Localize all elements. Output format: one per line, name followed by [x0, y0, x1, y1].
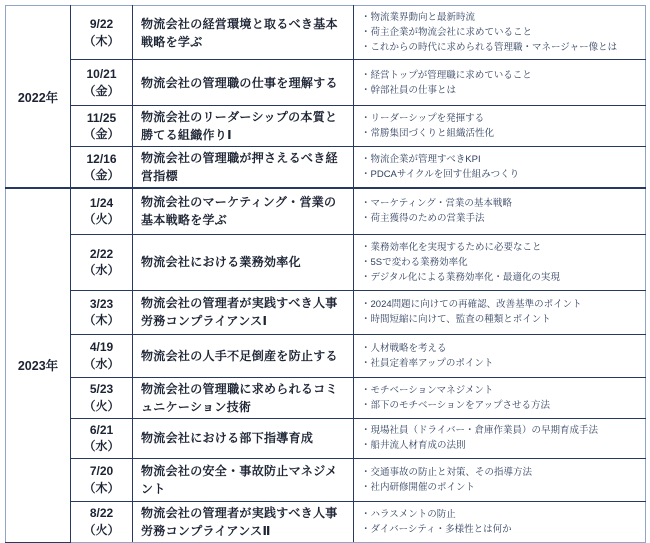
weekday-text: （水） [83, 263, 120, 277]
topic-item: ・現場社員（ドライバー・倉庫作業員）の早期育成手法 [361, 425, 599, 436]
session-topics [354, 147, 646, 189]
date-text: 4/19 [89, 340, 114, 355]
date-text: 1/24 [89, 196, 114, 211]
date-text: 12/16 [86, 151, 117, 166]
topic-item: ・物流業界動向と最新時流 [361, 12, 476, 23]
session-date [71, 377, 133, 418]
session-topics [354, 290, 646, 334]
session-date [71, 106, 133, 147]
schedule-table-wrapper [5, 5, 645, 543]
session-date [71, 458, 133, 501]
session-title: 物流会社の経営環境と取るべき基本戦略を学ぶ [133, 6, 354, 60]
session-topics [354, 234, 646, 290]
session-title: 物流会社における業務効率化 [133, 234, 354, 290]
weekday-text: （木） [83, 313, 120, 327]
year-cell-2023: 2023年 [6, 188, 71, 542]
table-row [6, 418, 646, 458]
session-date [71, 334, 133, 377]
date-text: 6/21 [89, 422, 114, 437]
date-text: 10/21 [86, 67, 117, 82]
session-topics [354, 106, 646, 147]
session-topics [354, 377, 646, 418]
session-title: 物流会社の人手不足倒産を防止する [133, 334, 354, 377]
session-date [71, 501, 133, 542]
session-title: 物流会社の管理者が実践すべき人事労務コンプライアンスⅠ [133, 290, 354, 334]
topic-item: ・業務効率化を実現するために必要なこと [361, 241, 542, 253]
topic-item: ・PDCAサイクルを回す仕組みつくり [361, 169, 520, 180]
date-text: 8/22 [89, 506, 114, 521]
weekday-text: （木） [83, 480, 120, 495]
session-topics [354, 334, 646, 377]
session-date [71, 418, 133, 458]
topic-item: ・マーケティング・営業の基本戦略 [361, 198, 512, 210]
weekday-text: （水） [83, 439, 120, 453]
table-row [6, 501, 646, 542]
topic-item: ・船井流人材育成の法則 [361, 440, 466, 451]
session-topics [354, 6, 646, 60]
date-text: 2/22 [89, 246, 114, 261]
date-text: 7/20 [89, 464, 114, 479]
weekday-text: （金） [83, 83, 120, 98]
topic-item: ・デジタル化による業務効率化・最適化の実現 [361, 271, 560, 283]
table-row [6, 377, 646, 418]
session-title: 物流会社における部下指導育成 [133, 418, 354, 458]
table-row [6, 290, 646, 334]
session-title: 物流会社の安全・事故防止マネジメント [133, 458, 354, 501]
session-title: 物流会社の管理職が押さえるべき経営指標 [133, 147, 354, 189]
table-row [6, 106, 646, 147]
topic-item: ・経営トップが管理職に求めていること [361, 69, 532, 81]
table-row [6, 458, 646, 501]
session-title: 物流会社の管理職に求められるコミュニケーション技術 [133, 377, 354, 418]
topic-item: ・時間短縮に向けて、監査の種類とポイント [361, 314, 551, 325]
session-topics [354, 60, 646, 106]
session-title: 物流会社のマーケティング・営業の基本戦略を学ぶ [133, 188, 354, 234]
topic-item: ・ダイバーシティ・多様性とは何か [361, 523, 512, 535]
session-topics [354, 501, 646, 542]
date-text: 9/22 [89, 17, 114, 32]
session-date [71, 290, 133, 334]
topic-item: ・モチベーションマネジメント [361, 384, 494, 396]
topic-item: ・物流企業が管理すべきKPI [361, 154, 481, 165]
year-cell-2022: 2022年 [6, 6, 71, 189]
date-text: 11/25 [86, 110, 117, 125]
topic-item: ・リーダーシップを発揮する [361, 113, 485, 124]
session-topics [354, 418, 646, 458]
session-date [71, 60, 133, 106]
session-date [71, 234, 133, 290]
date-text: 5/23 [89, 382, 114, 397]
topic-item: ・荷主獲得のための営業手法 [361, 213, 485, 225]
weekday-text: （火） [83, 212, 120, 227]
session-date [71, 147, 133, 189]
table-row [6, 6, 646, 60]
topic-item: ・社内研修開催のポイント [361, 481, 476, 493]
weekday-text: （火） [83, 522, 120, 537]
table-row [6, 60, 646, 106]
topic-item: ・ハラスメントの防止 [361, 508, 456, 520]
weekday-text: （木） [83, 33, 120, 48]
session-topics [354, 458, 646, 501]
topic-item: ・交通事故の防止と対策、その指導方法 [361, 466, 533, 478]
topic-item: ・幹部社員の仕事とは [361, 84, 457, 96]
session-date [71, 188, 133, 234]
table-row [6, 234, 646, 290]
weekday-text: （金） [83, 168, 120, 182]
topic-item: ・これからの時代に求められる管理職・マネージャー像とは [361, 42, 618, 53]
table-row [6, 188, 646, 234]
session-title: 物流会社のリーダーシップの本質と勝てる組織作りⅠ [133, 106, 354, 147]
session-title: 物流会社の管理者が実践すべき人事労務コンプライアンスⅡ [133, 501, 354, 542]
weekday-text: （金） [83, 127, 120, 141]
topic-item: ・社員定着率アップのポイント [361, 357, 494, 369]
topic-item: ・人材戦略を考える [361, 342, 447, 354]
session-title: 物流会社の管理職の仕事を理解する [133, 60, 354, 106]
table-row [6, 147, 646, 189]
session-topics [354, 188, 646, 234]
topic-item: ・5Sで変わる業務効率化 [361, 256, 468, 268]
table-row [6, 334, 646, 377]
date-text: 3/23 [89, 296, 114, 311]
topic-item: ・2024問題に向けての再確認、改善基準のポイント [361, 299, 582, 310]
topic-item: ・常勝集団づくりと組織活性化 [361, 128, 495, 139]
topic-item: ・部下のモチベーションをアップさせる方法 [361, 399, 550, 411]
seminar-schedule-table [5, 5, 646, 543]
session-date [71, 6, 133, 60]
topic-item: ・荷主企業が物流会社に求めていること [361, 27, 533, 38]
weekday-text: （水） [83, 356, 120, 371]
weekday-text: （火） [83, 398, 120, 413]
